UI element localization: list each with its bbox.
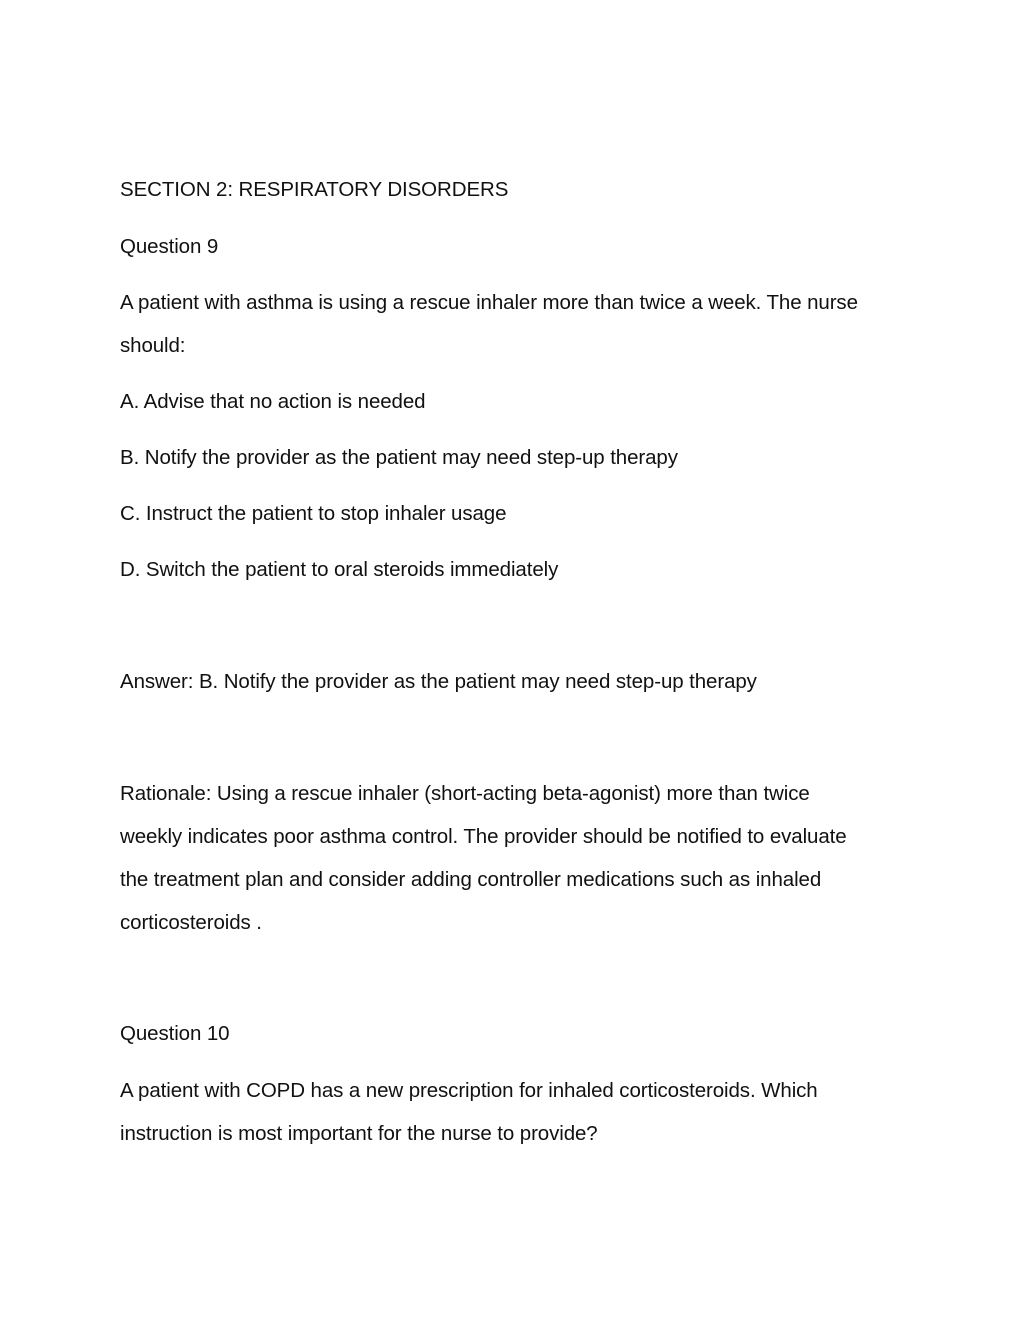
question-9-answer: Answer: B. Notify the provider as the patient may need step-up therapy [120, 670, 757, 693]
question-9-stem-line: should: [120, 334, 186, 357]
question-9-option-b: B. Notify the provider as the patient may need step-up therapy [120, 446, 678, 469]
question-9-stem-line: A patient with asthma is using a rescue inhaler more than twice a week. The nurse [120, 291, 858, 314]
question-10-heading: Question 10 [120, 1022, 230, 1045]
section-title: SECTION 2: RESPIRATORY DISORDERS [120, 178, 509, 201]
question-10-stem-line: instruction is most important for the nurse to provide? [120, 1122, 598, 1145]
question-10-stem [120, 1069, 910, 1155]
rationale-line: Rationale: Using a rescue inhaler (short-acting beta-agonist) more than twice [120, 782, 810, 805]
rationale-line: corticosteroids . [120, 911, 262, 934]
rationale-line: weekly indicates poor asthma control. The provider should be notified to evaluate [120, 825, 847, 848]
question-9-stem [120, 281, 910, 367]
question-9-rationale [120, 772, 910, 944]
question-9-heading: Question 9 [120, 235, 219, 258]
question-10-stem-line: A patient with COPD has a new prescription for inhaled corticosteroids. Which [120, 1079, 818, 1102]
question-9-option-a: A. Advise that no action is needed [120, 390, 426, 413]
question-9-option-c: C. Instruct the patient to stop inhaler usage [120, 502, 507, 525]
rationale-line: the treatment plan and consider adding controller medications such as inhaled [120, 868, 822, 891]
question-9-option-d: D. Switch the patient to oral steroids immediately [120, 558, 559, 581]
